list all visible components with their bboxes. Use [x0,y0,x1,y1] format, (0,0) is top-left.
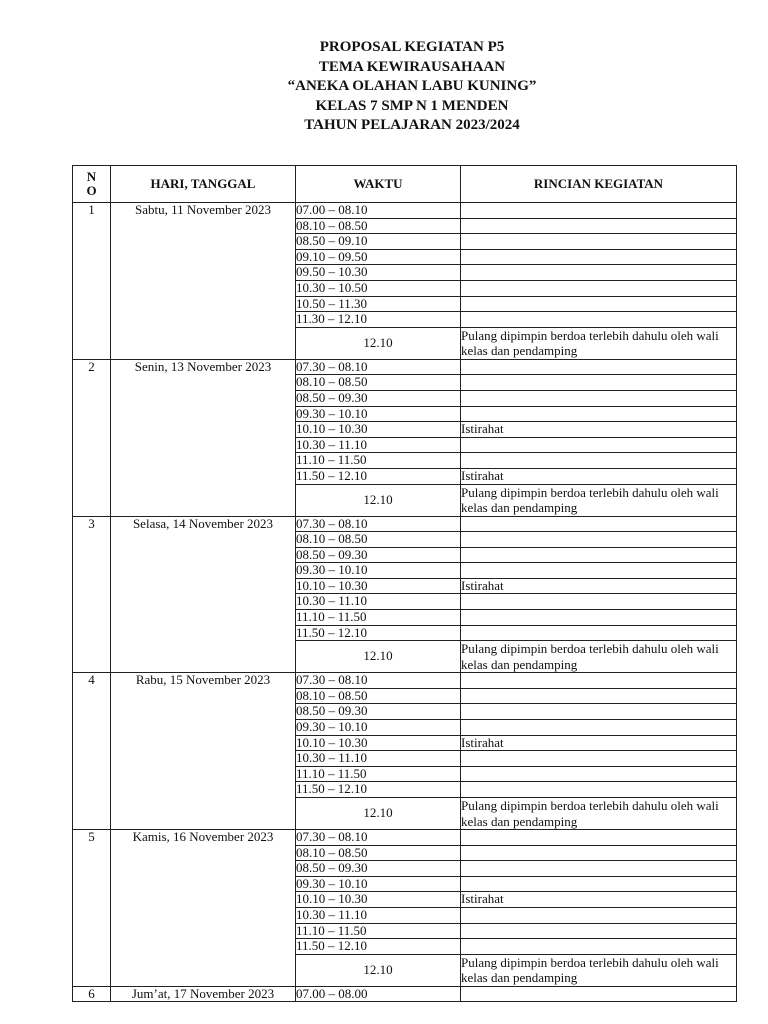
time-slot: 10.10 – 10.30 [296,422,461,438]
time-slot: 11.10 – 11.50 [296,923,461,939]
activity-detail [461,437,737,453]
title-line: TEMA KEWIRAUSAHAAN [318,58,506,75]
activity-detail: Pulang dipimpin berdoa terlebih dahulu oleh wali kelas dan pendamping [461,798,737,830]
activity-detail: Istirahat [461,578,737,594]
day-number: 4 [73,673,111,830]
time-slot: 10.30 – 11.10 [296,907,461,923]
activity-detail: Istirahat [461,468,737,484]
time-slot: 09.30 – 10.10 [296,876,461,892]
activity-detail [461,610,737,626]
time-slot: 10.30 – 10.50 [296,280,461,296]
time-slot: 10.10 – 10.30 [296,735,461,751]
time-slot: 08.10 – 08.50 [296,218,461,234]
activity-detail: Istirahat [461,892,737,908]
time-slot: 11.10 – 11.50 [296,610,461,626]
header-activity: RINCIAN KEGIATAN [461,166,737,203]
time-slot: 11.10 – 11.50 [296,766,461,782]
time-slot: 10.30 – 11.10 [296,594,461,610]
activity-detail [461,234,737,250]
time-slot: 08.50 – 09.10 [296,234,461,250]
time-slot: 07.30 – 08.10 [296,516,461,532]
title-line: KELAS 7 SMP N 1 MENDEN [315,97,509,114]
activity-detail [461,406,737,422]
activity-detail [461,375,737,391]
table-header-row [73,166,737,203]
time-slot: 09.30 – 10.10 [296,406,461,422]
table-row [73,673,737,689]
day-number: 3 [73,516,111,673]
time-slot: 08.50 – 09.30 [296,704,461,720]
header-day: HARI, TANGGAL [111,166,296,203]
title-line: “ANEKA OLAHAN LABU KUNING” [287,78,537,94]
table-row [73,203,737,219]
day-date: Jum’at, 17 November 2023 [111,986,296,1002]
time-slot: 12.10 [296,954,461,986]
time-slot: 12.10 [296,798,461,830]
activity-detail [461,939,737,955]
activity-detail [461,296,737,312]
time-slot: 07.30 – 08.10 [296,830,461,846]
day-number: 2 [73,359,111,516]
activity-detail [461,625,737,641]
time-slot: 10.10 – 10.30 [296,892,461,908]
time-slot: 08.50 – 09.30 [296,390,461,406]
day-date: Senin, 13 November 2023 [111,359,296,516]
activity-detail: Pulang dipimpin berdoa terlebih dahulu oleh wali kelas dan pendamping [461,327,737,359]
activity-detail [461,532,737,548]
time-slot: 09.30 – 10.10 [296,720,461,736]
activity-detail [461,359,737,375]
time-slot: 07.00 – 08.00 [296,986,461,1002]
time-slot: 08.10 – 08.50 [296,375,461,391]
time-slot: 07.00 – 08.10 [296,203,461,219]
time-slot: 09.30 – 10.10 [296,563,461,579]
activity-detail: Pulang dipimpin berdoa terlebih dahulu oleh wali kelas dan pendamping [461,641,737,673]
activity-detail [461,751,737,767]
day-number: 5 [73,830,111,987]
schedule-body [73,203,737,1002]
day-number: 1 [73,203,111,360]
table-row [73,986,737,1002]
activity-detail [461,218,737,234]
activity-detail [461,547,737,563]
activity-detail [461,312,737,328]
activity-detail [461,782,737,798]
activity-detail: Pulang dipimpin berdoa terlebih dahulu oleh wali kelas dan pendamping [461,484,737,516]
activity-detail [461,704,737,720]
activity-detail [461,265,737,281]
activity-detail [461,907,737,923]
time-slot: 07.30 – 08.10 [296,359,461,375]
activity-detail [461,876,737,892]
time-slot: 10.30 – 11.10 [296,751,461,767]
activity-detail [461,923,737,939]
title-line: PROPOSAL KEGIATAN P5 [319,39,505,55]
time-slot: 11.50 – 12.10 [296,468,461,484]
time-slot: 09.10 – 09.50 [296,249,461,265]
time-slot: 12.10 [296,484,461,516]
time-slot: 11.50 – 12.10 [296,782,461,798]
time-slot: 11.10 – 11.50 [296,453,461,469]
activity-detail [461,280,737,296]
time-slot: 08.10 – 08.50 [296,845,461,861]
day-date: Sabtu, 11 November 2023 [111,203,296,360]
time-slot: 10.50 – 11.30 [296,296,461,312]
header-time: WAKTU [296,166,461,203]
activity-detail: Istirahat [461,735,737,751]
day-date: Selasa, 14 November 2023 [111,516,296,673]
time-slot: 08.10 – 08.50 [296,688,461,704]
table-row [73,830,737,846]
time-slot: 11.30 – 12.10 [296,312,461,328]
activity-detail: Istirahat [461,422,737,438]
time-slot: 09.50 – 10.30 [296,265,461,281]
activity-detail [461,688,737,704]
activity-detail [461,720,737,736]
time-slot: 12.10 [296,327,461,359]
activity-detail [461,766,737,782]
activity-detail [461,453,737,469]
time-slot: 11.50 – 12.10 [296,625,461,641]
activity-detail [461,249,737,265]
time-slot: 07.30 – 08.10 [296,673,461,689]
day-date: Kamis, 16 November 2023 [111,830,296,987]
time-slot: 08.50 – 09.30 [296,547,461,563]
activity-detail: Pulang dipimpin berdoa terlebih dahulu oleh wali kelas dan pendamping [461,954,737,986]
header-no: N O [73,166,111,203]
day-date: Rabu, 15 November 2023 [111,673,296,830]
activity-detail [461,203,737,219]
activity-detail [461,516,737,532]
table-row [73,516,737,532]
activity-detail [461,390,737,406]
activity-detail [461,594,737,610]
activity-detail [461,830,737,846]
schedule-table [72,165,737,1002]
activity-detail [461,845,737,861]
time-slot: 10.10 – 10.30 [296,578,461,594]
time-slot: 11.50 – 12.10 [296,939,461,955]
time-slot: 10.30 – 11.10 [296,437,461,453]
title-line: TAHUN PELAJARAN 2023/2024 [304,117,520,133]
time-slot: 08.50 – 09.30 [296,861,461,877]
activity-detail [461,563,737,579]
table-row [73,359,737,375]
time-slot: 12.10 [296,641,461,673]
day-number: 6 [73,986,111,1002]
document-title [0,38,768,136]
activity-detail [461,986,737,1002]
activity-detail [461,673,737,689]
time-slot: 08.10 – 08.50 [296,532,461,548]
activity-detail [461,861,737,877]
